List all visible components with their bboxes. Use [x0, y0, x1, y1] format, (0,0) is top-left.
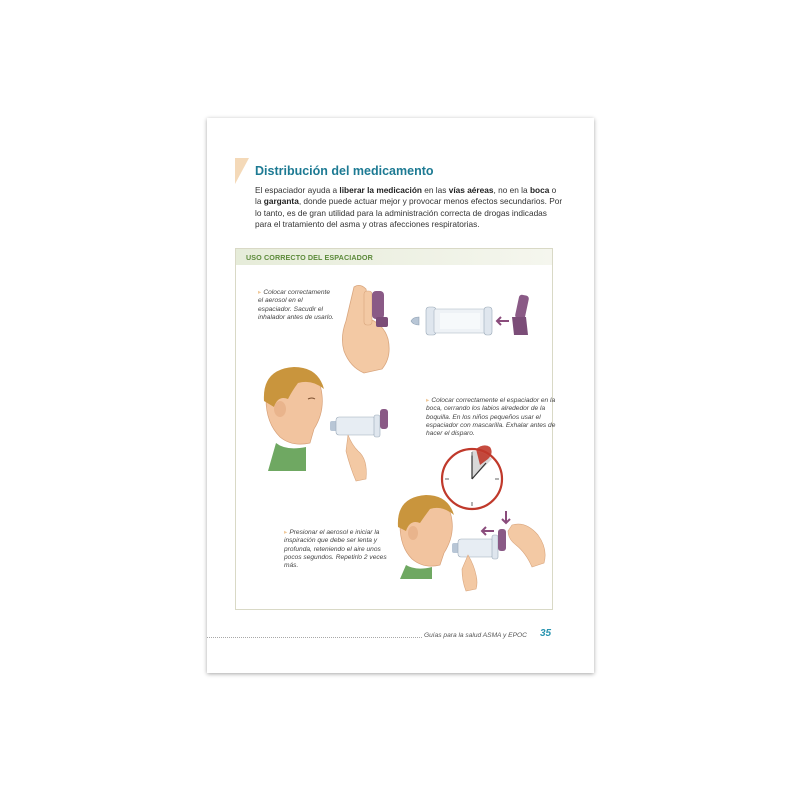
page-title: Distribución del medicamento: [255, 164, 434, 178]
child-face-icon: [264, 367, 324, 471]
arrow-icon: [502, 511, 510, 523]
step-arrow-icon: ▸: [284, 529, 288, 536]
hand-icon: [508, 524, 545, 567]
arrow-icon: [497, 317, 509, 325]
inhaler-icon: [512, 294, 529, 335]
spacer-icon: [452, 529, 506, 559]
footer-dotted-line: [207, 637, 422, 638]
child-face-icon: [398, 495, 454, 579]
step-3-text: ▸ Presionar el aerosol e iniciar la inspiración que debe ser lenta y profunda, reteniendo el aire unos pocos segundos. Repetirlo 2 veces más.: [284, 529, 387, 570]
document-page: [207, 118, 594, 673]
arrow-icon: [482, 527, 494, 535]
page-number: 35: [540, 628, 552, 639]
footer-text: Guías para la salud ASMA y EPOC: [424, 632, 527, 639]
step-2-text: ▸ Colocar correctamente el espaciador en la boca, cerrando los labios alrededor de la boquilla. En los niños pequeños usar el espaciador con mascarilla. Exhalar antes de hacer el disparo.: [426, 397, 556, 438]
intro-paragraph: El espaciador ayuda a liberar la medicación en las vías aéreas, no en la boca o la garganta, donde puede actuar mejor y provocar menos efectos secundarios. Por lo tanto, es de gran utilidad para la administración correcta de drogas indicadas para el tratamiento del asma y otras afecciones respiratorias.: [255, 185, 563, 229]
spacer-icon: [330, 409, 388, 437]
step-arrow-icon: ▸: [426, 397, 430, 404]
step-arrow-icon: ▸: [258, 289, 262, 296]
hand-icon: [346, 435, 366, 481]
step-1-text: ▸ Colocar correctamente el aerosol en el espaciador. Sacudir el inhalador antes de usarlo.: [258, 289, 334, 321]
spacer-usage-box: [235, 248, 556, 610]
box-title: USO CORRECTO DEL ESPACIADOR: [246, 253, 373, 262]
clock-icon: [442, 445, 502, 509]
hand-icon: [462, 555, 477, 591]
spacer-icon: [411, 307, 492, 335]
